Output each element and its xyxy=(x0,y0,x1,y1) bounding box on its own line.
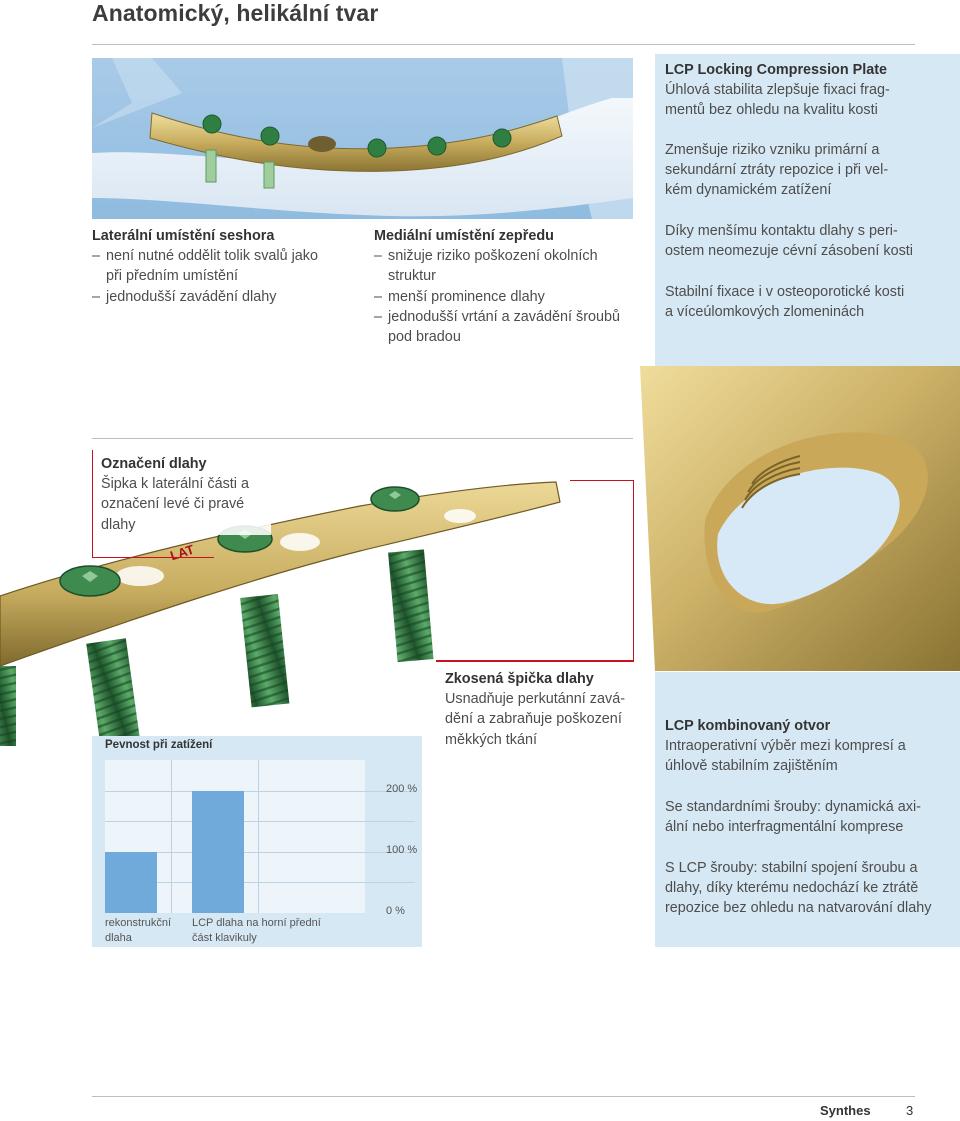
clavicle-plate-illustration xyxy=(92,58,633,219)
lcp-paragraph: Díky menšímu kontaktu dlahy s periostem neomezuje cévní zásobení kosti xyxy=(665,223,913,260)
chart-gridline xyxy=(105,821,415,822)
tip-heading: Zkosená špička dlahy xyxy=(445,671,594,687)
chart-category-label: LCP dlaha na horní přední část klavikuly xyxy=(192,917,321,944)
list-item: – snižuje riziko poškození okolních struktur xyxy=(374,246,636,286)
chart-category-label: rekonstrukční dlaha xyxy=(105,917,172,944)
chart-bar xyxy=(105,852,157,913)
lcp-paragraph: Stabilní fixace i v osteoporotické kosti a víceúlomkových zlomeninách xyxy=(665,284,905,321)
list-item: – jednodušší zavádění dlahy xyxy=(92,287,322,307)
tip-callout xyxy=(445,669,635,750)
chart-tick-label: 100 % xyxy=(386,843,418,856)
lcp-paragraph: Úhlová stabilita zlepšuje fixaci fragmentů bez ohledu na kvalitu kosti xyxy=(665,82,890,119)
marking-callout xyxy=(101,454,271,535)
footer-rule xyxy=(92,1096,915,1097)
lcp-heading: LCP Locking Compression Plate xyxy=(665,62,888,78)
chart-gridline xyxy=(258,760,259,913)
chart-tick-label: 200 % xyxy=(386,782,418,795)
load-strength-chart xyxy=(92,736,422,947)
lateral-list xyxy=(92,246,322,307)
plate-lat-mark: LAT xyxy=(168,541,197,564)
medial-list xyxy=(374,246,636,347)
tip-text: Usnadňuje perkutánní zavádění a zabraňuje poškození měkkých tkání xyxy=(445,691,626,748)
list-item: – není nutné oddělit tolik svalů jako při předním umístění xyxy=(92,246,322,286)
chart-gridline xyxy=(105,791,415,792)
combi-hole-panel xyxy=(655,672,960,947)
lateral-placement xyxy=(92,226,322,307)
combi-paragraph: Se standardními šrouby: dynamická axiální nebo interfragmentální komprese xyxy=(665,799,921,836)
lateral-heading: Laterální umístění seshora xyxy=(92,228,275,244)
chart-bar xyxy=(192,791,244,913)
lcp-info-panel xyxy=(655,54,960,366)
list-item: – menší prominence dlahy xyxy=(374,287,636,307)
list-item: – jednodušší vrtání a zavádění šroubů pod bradou xyxy=(374,307,636,347)
page-number: 3 xyxy=(906,1103,914,1118)
combi-paragraph: Intraoperativní výběr mezi kompresí a úhlově stabilním zajištěním xyxy=(665,738,906,775)
combi-heading: LCP kombinovaný otvor xyxy=(665,718,831,734)
page-title: Anatomický, helikální tvar xyxy=(92,0,379,26)
chart-title: Pevnost při zatížení xyxy=(105,739,213,751)
marking-text: Šipka k laterální části a označení levé či pravé dlahy xyxy=(101,476,249,533)
tip-callout-line xyxy=(570,480,634,660)
marking-heading: Označení dlahy xyxy=(101,456,207,472)
medial-heading: Mediální umístění zepředu xyxy=(374,228,554,244)
title-rule xyxy=(92,44,915,45)
combi-paragraph: S LCP šrouby: stabilní spojení šroubu a dlahy, díky kterému nedochází ke ztrátě repozice bez ohledu na natvarování dlahy xyxy=(665,860,932,917)
medial-placement xyxy=(374,226,636,347)
lcp-paragraph: Zmenšuje riziko vzniku primární a sekundární ztráty repozice i při velkém dynamickém zatížení xyxy=(665,142,889,199)
footer-brand: Synthes xyxy=(820,1103,871,1118)
chart-gridline xyxy=(171,760,172,913)
tip-callout-rule xyxy=(436,660,634,662)
chart-tick-label: 0 % xyxy=(386,905,405,917)
